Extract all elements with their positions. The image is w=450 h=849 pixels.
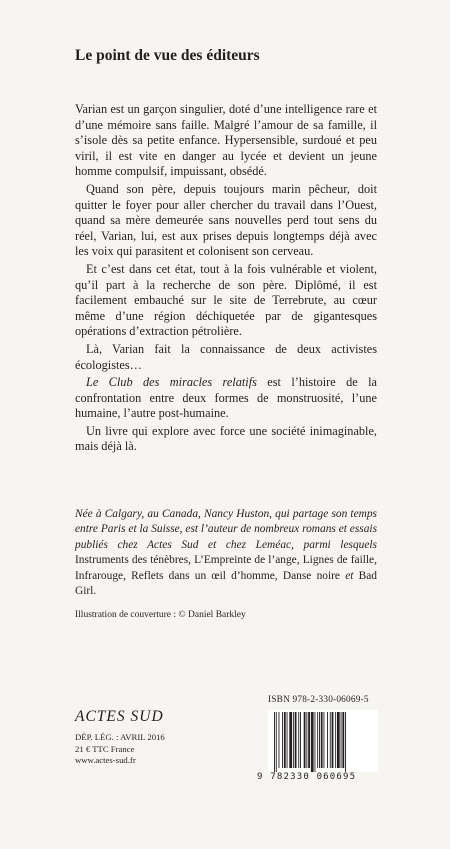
- barcode: [268, 710, 378, 772]
- barcode-bar: [342, 712, 344, 768]
- section-heading: Le point de vue des éditeurs: [75, 47, 260, 64]
- barcode-bar: [308, 712, 310, 768]
- separator: ,: [296, 554, 303, 567]
- barcode-bar: [315, 712, 316, 772]
- barcode-bar: [345, 712, 346, 772]
- barcode-bar: [324, 712, 325, 768]
- barcode-icon: [268, 710, 378, 772]
- separator: ,: [188, 554, 195, 567]
- barcode-bar: [304, 712, 306, 768]
- barcode-bar: [341, 712, 342, 768]
- paragraph: Un livre qui explore avec force une société inimaginable, mais déjà là.: [75, 423, 377, 454]
- barcode-bar: [306, 712, 307, 768]
- work-title: Instruments des ténèbres: [75, 554, 189, 567]
- barcode-bar: [279, 712, 280, 768]
- blurb: [75, 102, 377, 457]
- work-title: Reflets dans un œil d’homme: [131, 569, 275, 582]
- paragraph: Là, Varian fait la connaissance de deux activistes écologistes…: [75, 341, 377, 372]
- barcode-bar: [295, 712, 297, 768]
- barcode-bar: [282, 712, 283, 768]
- work-title: L’Empreinte de l’ange: [194, 554, 297, 567]
- barcode-bar: [293, 712, 294, 768]
- website-link[interactable]: www.actes-sud.fr: [75, 755, 136, 765]
- barcode-bar: [311, 712, 314, 772]
- author-bio-intro: Née à Calgary, au Canada, Nancy Huston, qui partage son temps entre Paris et la Suisse, est l’auteur de nombreux romans et essais publiés chez Actes Sud et chez Leméac, parmi lesquels: [75, 508, 377, 551]
- publisher-block: [75, 708, 165, 767]
- book-title: Le Club des miracles relatifs: [86, 375, 257, 390]
- separator: ,: [374, 554, 377, 567]
- barcode-bar: [287, 712, 288, 768]
- price: 21 € TTC France: [75, 743, 135, 754]
- illustration-credit: Illustration de couverture : © Daniel Barkley: [75, 610, 246, 620]
- paragraph: Quand son père, depuis toujours marin pêcheur, doit quitter le foyer pour aller chercher du travail dans l’Ouest, quand sa mère demeurée sans nouvelles perd tout sens du réel, Varian, lui, est aux prises depuis longtemps déjà avec les voix qui parasitent et colonisent son cerveau.: [75, 181, 377, 259]
- paragraph: Et c’est dans cet état, tout à la fois vulnérable et violent, qu’il part à la recherche de son père. Diplômé, il est facilement embauché sur le site de Terrebrute, au cœur même d’une région déchiquetée par de gigantesques opérations d’extraction pétrolière.: [75, 261, 377, 339]
- barcode-bar: [276, 712, 277, 772]
- conjunction: et: [339, 569, 359, 582]
- separator: ,: [274, 569, 283, 582]
- barcode-bar: [284, 712, 286, 768]
- barcode-digits: 9 782330 060695: [257, 772, 357, 782]
- work-title: Bad Girl: [75, 569, 377, 598]
- barcode-bar: [332, 712, 334, 768]
- legal-deposit: DÉP. LÉG. : AVRIL 2016: [75, 732, 165, 742]
- publisher-logo: ACTES SUD: [75, 708, 164, 725]
- barcode-bar: [337, 712, 340, 768]
- paragraph: Varian est un garçon singulier, doté d’une intelligence rare et d’une mémoire sans faille. Malgré l’amour de sa famille, il s’isole dès sa petite enfance. Hypersensible, surdoué et peu viril, il est vite en danger au lycée et devient un jeune homme compulsif, impuissant, obsédé.: [75, 102, 377, 179]
- barcode-bar: [289, 712, 292, 768]
- period: .: [93, 585, 97, 598]
- author-bio: [75, 507, 377, 599]
- paragraph: [75, 375, 377, 422]
- barcode-bar: [274, 712, 275, 772]
- paragraph-text: est l’histoire de la confrontation entre deux formes de monstruosité, l’une humaine, l’autre post-humaine.: [75, 375, 377, 421]
- barcode-bar: [335, 712, 336, 768]
- barcode-bar: [300, 712, 301, 768]
- barcode-bar: [321, 712, 323, 768]
- barcode-bar: [327, 712, 328, 768]
- work-title: Danse noire: [282, 569, 340, 582]
- work-title: Lignes de faille: [302, 554, 375, 567]
- isbn: ISBN 978-2-330-06069-5: [268, 695, 369, 705]
- separator: ,: [123, 569, 132, 582]
- work-title: Infrarouge: [75, 569, 124, 582]
- barcode-bar: [330, 712, 331, 768]
- barcode-bar: [317, 712, 318, 768]
- barcode-bar: [298, 712, 299, 768]
- barcode-bar: [319, 712, 320, 768]
